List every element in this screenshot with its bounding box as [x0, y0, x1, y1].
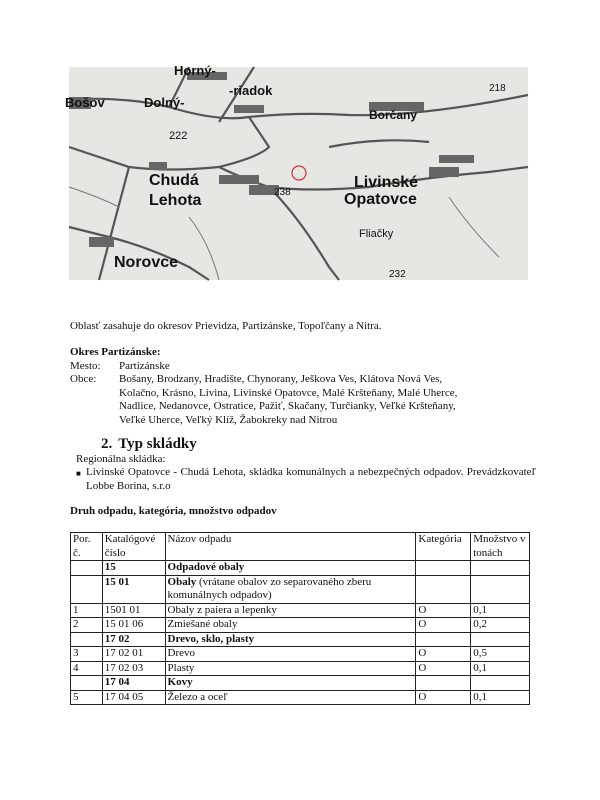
catalog-number-cell: 17 02	[102, 632, 165, 647]
category-cell: O	[416, 661, 471, 676]
map-label: Lehota	[149, 192, 202, 209]
table-row	[71, 618, 530, 633]
row-number-cell: 2	[71, 618, 103, 633]
amount-cell: 0,1	[471, 661, 530, 676]
obce-line: Bošany, Brodzany, Hradište, Chynorany, Ješkova Ves, Klátova Nová Ves,	[119, 373, 443, 385]
table-row	[71, 690, 530, 705]
waste-name-cell: Obaly (vrátane obalov zo separovaného zberu komunálnych odpadov)	[165, 575, 416, 603]
waste-name-cell: Obaly z paiera a lepenky	[165, 603, 416, 618]
table-row	[71, 676, 530, 691]
regional-label: Regionálna skládka:	[76, 453, 166, 465]
table-header-row	[71, 533, 530, 561]
map-label: 232	[389, 269, 406, 280]
okres-block	[70, 346, 530, 427]
amount-cell: 0,1	[471, 690, 530, 705]
map-label: -riadok	[229, 83, 273, 98]
map-label: 238	[274, 187, 291, 198]
map-label: Opatovce	[344, 191, 417, 208]
category-cell	[416, 632, 471, 647]
obce-line: Nadlice, Nedanovce, Ostratice, Pažiť, Skačany, Turčianky, Veľké Kršteňany,	[119, 400, 456, 412]
catalog-number-cell: 17 04	[102, 676, 165, 691]
map-label: Bošov	[65, 95, 105, 110]
catalog-number-cell: 17 04 05	[102, 690, 165, 705]
obce-line: Kolačno, Krásno, Livina, Livinské Opatovce, Malé Kršteňany, Malé Uherce,	[119, 386, 458, 399]
obce-list	[119, 373, 530, 427]
mesto-label: Mesto:	[70, 359, 101, 372]
waste-name-cell: Drevo, sklo, plasty	[165, 632, 416, 647]
waste-table	[70, 532, 530, 705]
waste-name-cell: Zmiešané obaly	[165, 618, 416, 633]
amount-cell	[471, 676, 530, 691]
header-cell: Množstvo v tonách	[471, 533, 530, 561]
map-label: Fliačky	[359, 228, 394, 240]
section-heading	[101, 436, 197, 453]
table-row	[71, 632, 530, 647]
row-number-cell	[71, 575, 103, 603]
amount-cell: 0,1	[471, 603, 530, 618]
row-number-cell: 5	[71, 690, 103, 705]
row-number-cell: 4	[71, 661, 103, 676]
waste-name-cell: Kovy	[165, 676, 416, 691]
landfill-text: Livinské Opatovce - Chudá Lehota, skládka komunálnych a nebezpečných odpadov. Prevádzkovateľ Lobbe Borina, s.r.o	[86, 466, 536, 492]
section-title: Typ skládky	[118, 436, 197, 452]
catalog-number-cell: 15 01 06	[102, 618, 165, 633]
bullet-icon: ■	[76, 469, 81, 478]
amount-cell: 0,5	[471, 647, 530, 662]
map-label: Chudá	[149, 172, 199, 189]
obce-line: Veľké Uherce, Veľký Klíž, Žabokreky nad Nitrou	[119, 413, 338, 426]
waste-name-cell: Železo a oceľ	[165, 690, 416, 705]
catalog-number-cell: 15	[102, 561, 165, 576]
map-label: 222	[169, 130, 188, 142]
landfill-bullet	[76, 466, 536, 493]
map-label: 218	[489, 83, 506, 94]
waste-name-cell: Odpadové obaly	[165, 561, 416, 576]
header-cell: Názov odpadu	[165, 533, 416, 561]
category-cell	[416, 575, 471, 603]
table-row	[71, 561, 530, 576]
obce-label: Obce:	[70, 373, 97, 385]
map-label: Norovce	[114, 254, 179, 271]
category-cell: O	[416, 618, 471, 633]
header-cell: Kategória	[416, 533, 471, 561]
category-cell: O	[416, 647, 471, 662]
map-label: Horný-	[174, 63, 216, 78]
catalog-number-cell: 17 02 03	[102, 661, 165, 676]
table-row	[71, 575, 530, 603]
category-cell	[416, 676, 471, 691]
amount-cell: 0,2	[471, 618, 530, 633]
section-number: 2.	[101, 436, 113, 452]
amount-cell	[471, 561, 530, 576]
catalog-number-cell: 15 01	[102, 575, 165, 603]
waste-name-cell: Drevo	[165, 647, 416, 662]
waste-heading: Druh odpadu, kategória, množstvo odpadov	[70, 505, 277, 517]
row-number-cell	[71, 632, 103, 647]
row-number-cell: 1	[71, 603, 103, 618]
table-row	[71, 647, 530, 662]
table-row	[71, 603, 530, 618]
catalog-number-cell: 1501 01	[102, 603, 165, 618]
map-image	[65, 63, 528, 280]
waste-name-bold: Obaly	[167, 575, 197, 588]
table-row	[71, 661, 530, 676]
header-cell: Por. č.	[71, 533, 103, 561]
amount-cell	[471, 632, 530, 647]
row-number-cell	[71, 561, 103, 576]
intro-text: Oblasť zasahuje do okresov Prievidza, Partizánske, Topoľčany a Nitra.	[70, 320, 382, 332]
map-label: Dolný-	[144, 95, 185, 110]
okres-heading: Okres Partizánske:	[70, 346, 161, 358]
category-cell	[416, 561, 471, 576]
row-number-cell: 3	[71, 647, 103, 662]
map-label: Livinské	[354, 174, 419, 191]
map-label: Borčany	[369, 108, 418, 122]
amount-cell	[471, 575, 530, 603]
mesto-value: Partizánske	[119, 359, 170, 372]
header-cell: Katalógové číslo	[102, 533, 165, 561]
row-number-cell	[71, 676, 103, 691]
category-cell: O	[416, 690, 471, 705]
catalog-number-cell: 17 02 01	[102, 647, 165, 662]
category-cell: O	[416, 603, 471, 618]
waste-name-cell: Plasty	[165, 661, 416, 676]
